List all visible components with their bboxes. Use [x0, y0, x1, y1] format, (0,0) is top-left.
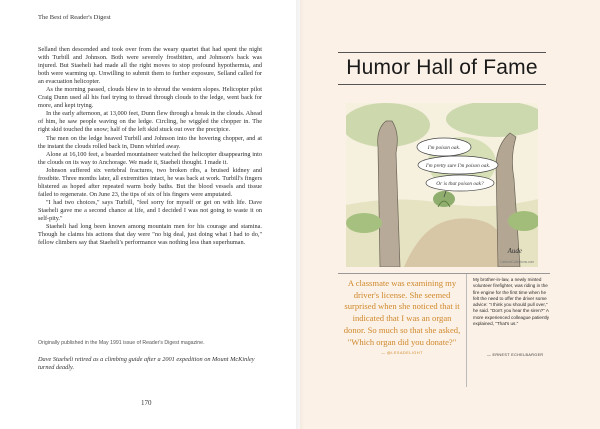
- author-bio: Dave Staeheli retired as a climbing guide after a 2001 expedition on Mount McKinley turned deadly.: [38, 356, 255, 372]
- page-gutter: [296, 0, 304, 429]
- paragraph: Alone at 16,100 feet, a bearded mountaineer watched the helicopter disappearing into the clouds on its way to Anchorage. We made it, Staeheli thought. I made it.: [38, 150, 262, 166]
- pull-quote: [342, 278, 462, 355]
- cartoon-drawing: [346, 103, 538, 267]
- column-divider: [466, 274, 467, 387]
- paragraph: The men on the ledge heaved Turbill and Johnson into the hovering chopper, and at the instant the clouds rolled back in, Dunn whirled away.: [38, 134, 262, 150]
- cartoon-illustration: [346, 103, 538, 267]
- section-divider: [338, 273, 550, 274]
- cartoon-speech-3: Or is that poison oak?: [436, 181, 484, 187]
- running-head: The Best of Reader's Digest: [38, 14, 111, 21]
- paragraph: Johnson suffered six vertebral fractures, two broken ribs, a bruised kidney and frostbite. Three months later, all extremities intact, he was back at work. Turbill's fingers blistered as hoped after repeated warm body baths. But the blood vessels and tissue failed to regenerate. On June 23, the tips of six of his fingers were amputated.: [38, 166, 262, 198]
- title-rule-bottom: [338, 84, 546, 85]
- paragraph: As the morning passed, clouds blew in to shroud the western slopes. Helicopter pilot Craig Dunn used all his fuel trying to thread through clouds to the ledge, went back for more, and kept trying.: [38, 86, 262, 110]
- paragraph: Selland then descended and took over from the weary quartet that had spent the night with Turbill and Johnson. Both were severely frostbitten, and Johnson's back was injured. But Staeheli had made all the right moves to stop profound hypothermia, and both were warming up. Unwilling to submit them to further exposure, Selland called for an evacuation helicopter.: [38, 46, 262, 86]
- paragraph: "I had two choices," says Turbill, "feel sorry for myself or get on with life. Dave Staeheli gave me a second chance at life, and I decided I was not going to waste it on self-pity.": [38, 198, 262, 222]
- cartoon-site-credit: CartoonCollections.com: [500, 260, 534, 264]
- quote-text: A classmate was examining my driver's license. She seemed surprised when she noticed that it indicated that I was an organ donor. So much so that she asked, "Which organ did you donate?": [343, 278, 461, 347]
- article-body: [38, 46, 262, 247]
- anecdote-attribution: — ERNEST ECHELBARGER: [487, 353, 544, 357]
- publication-credit: Originally published in the May 1991 issue of Reader's Digest magazine.: [38, 340, 205, 346]
- cartoon-speech-1: I'm poison oak.: [427, 145, 461, 151]
- anecdote-text: My brother-in-law, a newly minted volunteer firefighter, was riding in the fire engine for the first time when he felt the need to offer the driver some advice: "I think you should pull over," he said. "Don't you hear the siren?" A more experienced colleague patiently explained, "That's us.": [473, 277, 550, 327]
- page-title: Humor Hall of Fame: [346, 56, 538, 79]
- paragraph: Staeheli had long been known among mountain men for his courage and stamina. Though he claims his actions that day were "no big deal, just doing what I had to do," fellow climbers say that Staeheli's performance was nothing less than superhuman.: [38, 223, 262, 247]
- quote-attribution: — @LESADELIGHT: [381, 351, 423, 356]
- cartoon-signature: Aude: [507, 247, 522, 255]
- page-number: 170: [141, 399, 152, 407]
- paragraph: In the early afternoon, at 13,000 feet, Dunn flew through a break in the clouds. Ahead of him, he saw people waving on the ledge. Circling, he wiggled the chopper in. The right skid touched the snow; half of the left skid stuck out over the precipice.: [38, 110, 262, 134]
- title-rule-top: [338, 52, 546, 53]
- cartoon-speech-2: I'm pretty sure I'm poison oak.: [425, 163, 491, 169]
